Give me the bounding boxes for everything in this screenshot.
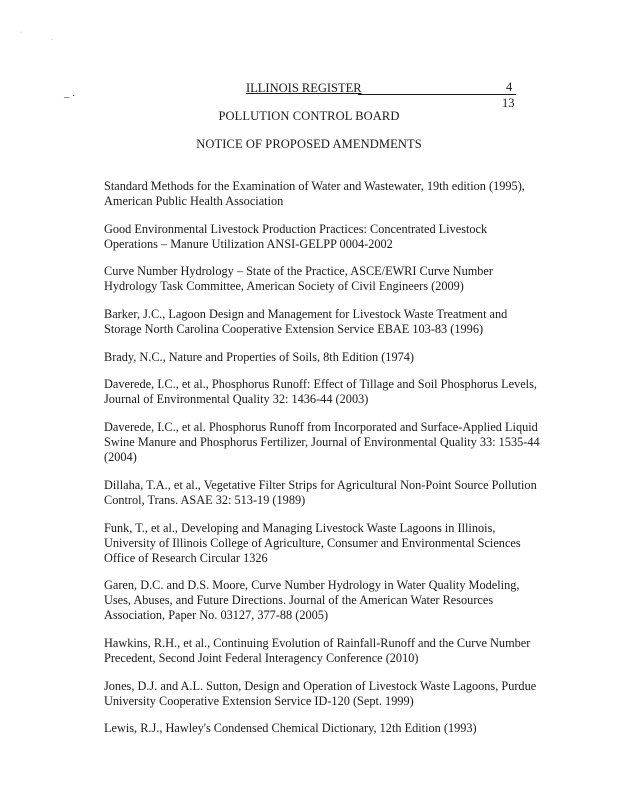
reference-line: (2004) bbox=[104, 450, 137, 465]
reference-line: Storage North Carolina Cooperative Extension Service EBAE 103-83 (1996) bbox=[104, 322, 484, 337]
reference-entry bbox=[104, 307, 524, 337]
reference-line: Daverede, I.C., et al. Phosphorus Runoff from Incorporated and Surface-Applied Liquid bbox=[104, 420, 538, 435]
reference-entry bbox=[104, 678, 537, 709]
reference-line: University Cooperative Extension Service ID-120 (Sept. 1999) bbox=[104, 693, 414, 708]
reference-line: Uses, Abuses, and Future Directions. Journal of the American Water Resources bbox=[104, 593, 494, 608]
reference-line: Association, Paper No. 03127, 377-88 (2005) bbox=[104, 608, 329, 623]
reference-line: Dillaha, T.A., et al., Vegetative Filter Strips for Agricultural Non-Point Source Pollution bbox=[104, 477, 537, 492]
reference-line: Control, Trans. ASAE 32: 513-19 (1989) bbox=[104, 492, 306, 507]
reference-line: Operations – Manure Utilization ANSI-GELPP 0004-2002 bbox=[104, 236, 393, 251]
reference-line: Garen, D.C. and D.S. Moore, Curve Number Hydrology in Water Quality Modeling, bbox=[104, 578, 520, 593]
reference-entry bbox=[104, 521, 524, 566]
reference-line: American Public Health Association bbox=[104, 194, 284, 209]
reference-line: Curve Number Hydrology – State of the Practice, ASCE/EWRI Curve Number bbox=[104, 264, 493, 279]
reference-line: Journal of Environmental Quality 32: 1436-44 (2003) bbox=[104, 392, 369, 407]
reference-entry bbox=[104, 222, 524, 252]
reference-list bbox=[104, 179, 540, 749]
reference-line: Daverede, I.C., et al., Phosphorus Runoff: Effect of Tillage and Soil Phosphorus Levels, bbox=[104, 377, 537, 392]
margin-mark: _ . bbox=[64, 87, 75, 99]
reference-line: Hydrology Task Committee, American Society of Civil Engineers (2009) bbox=[104, 279, 464, 294]
reference-line: Barker, J.C., Lagoon Design and Management for Livestock Waste Treatment and bbox=[104, 307, 508, 322]
reference-entry bbox=[104, 721, 524, 736]
reference-entry bbox=[104, 477, 537, 508]
board-heading: POLLUTION CONTROL BOARD bbox=[218, 109, 400, 123]
reference-line: Lewis, R.J., Hawley's Condensed Chemical Dictionary, 12th Edition (1993) bbox=[104, 721, 477, 736]
issue-number: 13 bbox=[502, 96, 515, 110]
reference-line: Good Environmental Livestock Production Practices: Concentrated Livestock bbox=[104, 221, 488, 236]
notice-heading: NOTICE OF PROPOSED AMENDMENTS bbox=[196, 137, 422, 151]
reference-entry bbox=[104, 264, 524, 294]
scan-speck: · bbox=[51, 37, 53, 43]
reference-line: University of Illinois College of Agriculture, Consumer and Environmental Sciences bbox=[104, 535, 521, 550]
reference-line: Precedent, Second Joint Federal Interagency Conference (2010) bbox=[104, 651, 419, 666]
reference-line: Funk, T., et al., Developing and Managing Livestock Waste Lagoons in Illinois, bbox=[104, 520, 496, 535]
reference-entry bbox=[104, 377, 537, 407]
scan-speck: · bbox=[20, 30, 22, 36]
reference-line: Standard Methods for the Examination of Water and Wastewater, 19th edition (1995), bbox=[104, 179, 525, 193]
reference-entry bbox=[104, 636, 531, 666]
page-number: 4 bbox=[506, 80, 513, 94]
reference-line: Swine Manure and Phosphorus Fertilizer, Journal of Environmental Quality 33: 1535-44 bbox=[104, 435, 540, 450]
reference-line: Office of Research Circular 1326 bbox=[104, 550, 268, 565]
header-rule bbox=[358, 94, 516, 95]
register-title: ILLINOIS REGISTER bbox=[246, 81, 362, 95]
reference-line: Brady, N.C., Nature and Properties of Soils, 8th Edition (1974) bbox=[104, 349, 414, 364]
reference-entry bbox=[104, 420, 540, 465]
reference-line: Hawkins, R.H., et al., Continuing Evolution of Rainfall-Runoff and the Curve Number bbox=[104, 636, 531, 651]
reference-entry bbox=[104, 350, 524, 365]
reference-entry bbox=[104, 179, 524, 209]
reference-entry bbox=[104, 578, 524, 623]
reference-line: Jones, D.J. and A.L. Sutton, Design and Operation of Livestock Waste Lagoons, Purdue bbox=[104, 678, 537, 693]
